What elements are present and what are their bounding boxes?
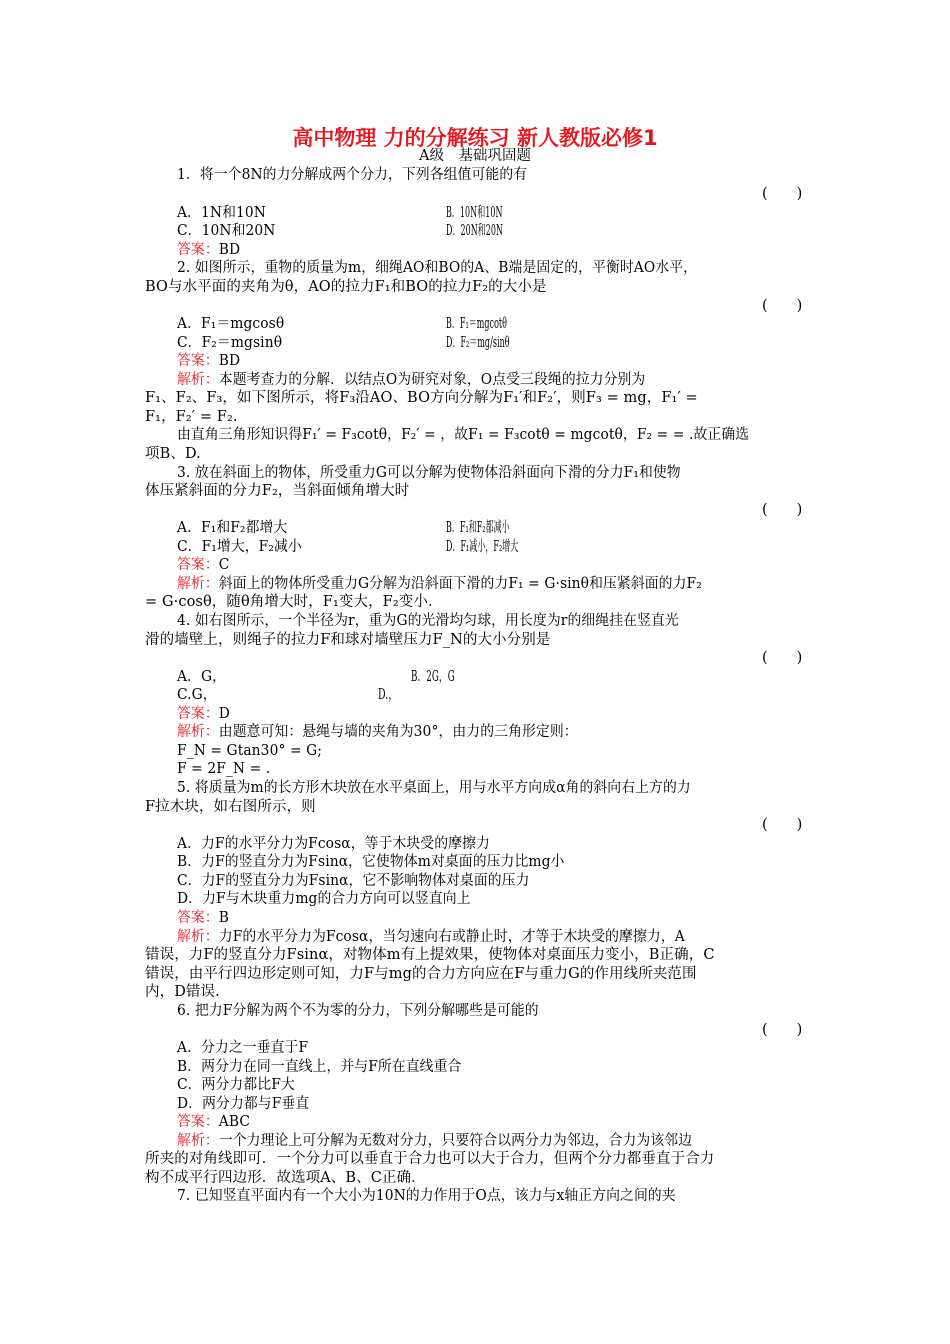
q6-analysis-line2: 所夹的对角线即可．一个分力可以垂直于合力也可以大于合力，但两个分力都垂直于合力 <box>145 1151 715 1167</box>
q4-option-d: D.， <box>378 687 398 703</box>
answer-bracket: ( ) <box>762 1022 803 1038</box>
q5-answer: 答案：B <box>177 910 230 926</box>
question-2-stem-line2: BO与水平面的夹角为θ，AO的拉力F₁和BO的拉力F₂的大小是 <box>145 279 547 295</box>
question-6-stem: 6. 把力F分解为两个不为零的分力，下列分解哪些是可能的 <box>177 1003 539 1019</box>
q4-option-b: B．2G，G <box>411 669 455 685</box>
answer-bracket: ( ) <box>762 186 803 202</box>
answer-bracket: ( ) <box>762 817 803 833</box>
section-heading: A级 基础巩固题 <box>419 148 531 164</box>
q2-analysis-line5: 项B、D. <box>145 446 201 462</box>
q1-answer: 答案：BD <box>177 242 241 258</box>
q4-analysis-line3: F = 2F_N = . <box>177 761 271 777</box>
q4-answer: 答案：D <box>177 706 230 722</box>
question-1-stem: 1．将一个8N的力分解成两个分力，下列各组值可能的有 <box>177 167 528 183</box>
q6-option-c: C．两分力都比F大 <box>177 1077 295 1093</box>
q5-option-a: A．力F的水平分力为Fcosα，等于木块受的摩擦力 <box>177 836 490 852</box>
q5-option-b: B．力F的竖直分力为Fsinα，它使物体m对桌面的压力比mg小 <box>177 854 565 870</box>
q5-analysis-line4: 内，D错误. <box>145 984 220 1000</box>
q2-analysis-line3: F₁，F₂′ = F₂. <box>145 409 238 425</box>
q5-analysis-line1: 解析：力F的水平分力为Fcosα，当匀速向右或静止时，才等于木块受的摩擦力，A <box>177 929 685 945</box>
q1-option-b: B．10N和10N <box>446 205 503 221</box>
q3-option-a: A．F₁和F₂都增大 <box>177 520 288 536</box>
question-3-stem-line1: 3. 放在斜面上的物体，所受重力G可以分解为使物体沿斜面向下滑的分力F₁和使物 <box>177 465 681 481</box>
q3-option-d: D．F₁减小，F₂增大 <box>446 539 519 555</box>
q2-option-d: D．F₂＝mg/sinθ <box>446 335 510 351</box>
q6-option-d: D．两分力都与F垂直 <box>177 1096 310 1112</box>
q2-analysis-line1: 解析：本题考查力的分解．以结点O为研究对象，O点受三段绳的拉力分别为 <box>177 372 646 388</box>
q2-answer: 答案：BD <box>177 353 241 369</box>
question-5-stem-line2: F拉木块，如右图所示，则 <box>145 799 316 815</box>
q2-option-b: B．F₁＝mgcotθ <box>446 316 508 332</box>
q6-answer: 答案：ABC <box>177 1114 251 1130</box>
q5-analysis-line3: 错误，由平行四边形定则可知，力F与mg的合力方向应在F与重力G的作用线所夹范围 <box>145 966 697 982</box>
answer-bracket: ( ) <box>762 650 803 666</box>
q4-option-a: A．G， <box>177 669 227 685</box>
q6-analysis-line1: 解析：一个力理论上可分解为无数对分力，只要符合以两分力为邻边，合力为该邻边 <box>177 1133 693 1149</box>
q3-option-b: B．F₁和F₂都减小 <box>446 520 510 536</box>
q6-analysis-line3: 构不成平行四边形．故选项A、B、C正确． <box>145 1170 426 1186</box>
q5-option-d: D．力F与木块重力mg的合力方向可以竖直向上 <box>177 891 471 907</box>
q3-option-c: C．F₁增大，F₂减小 <box>177 539 302 555</box>
q3-answer: 答案：C <box>177 557 230 573</box>
q4-option-c: C.G， <box>177 687 217 703</box>
q2-option-c: C．F₂＝mgsinθ <box>177 335 283 351</box>
question-3-stem-line2: 体压紧斜面的分力F₂，当斜面倾角增大时 <box>145 483 410 499</box>
question-7-stem-line1: 7. 已知竖直平面内有一个大小为10N的力作用于O点，该力与x轴正方向之间的夹 <box>177 1188 676 1204</box>
q1-option-a: A．1N和10N <box>177 205 266 221</box>
question-4-stem-line2: 滑的墙壁上，则绳子的拉力F和球对墙壁压力F_N的大小分别是 <box>145 632 551 648</box>
page-title: 高中物理 力的分解练习 新人教版必修1 <box>292 126 658 150</box>
q2-option-a: A．F₁＝mgcosθ <box>177 316 285 332</box>
q6-option-a: A．分力之一垂直于F <box>177 1040 309 1056</box>
question-2-stem-line1: 2. 如图所示，重物的质量为m，细绳AO和BO的A、B端是固定的，平衡时AO水平， <box>177 260 698 276</box>
q3-analysis-line2: = G·cosθ，随θ角增大时，F₁变大，F₂变小． <box>145 594 443 610</box>
q5-option-c: C．力F的竖直分力为Fsinα，它不影响物体对桌面的压力 <box>177 873 530 889</box>
q4-analysis-line2: F_N = Gtan30° = G; <box>177 743 323 759</box>
q2-analysis-line4: 由直角三角形知识得F₁′ = F₃cotθ，F₂′ = ，故F₁ = F₃cotθ = mgcotθ，F₂ = = .故正确选 <box>177 427 750 443</box>
question-4-stem-line1: 4. 如右图所示，一个半径为r，重为G的光滑均匀球，用长度为r的细绳挂在竖直光 <box>177 613 679 629</box>
q1-option-d: D．20N和20N <box>446 223 504 239</box>
q6-option-b: B．两分力在同一直线上，并与F所在直线重合 <box>177 1059 462 1075</box>
q2-analysis-line2: F₁、F₂、F₃，如下图所示，将F₃沿AO、BO方向分解为F₁′和F₂′，则F₃ = mg，F₁′ = <box>145 390 698 406</box>
answer-bracket: ( ) <box>762 502 803 518</box>
question-5-stem-line1: 5. 将质量为m的长方形木块放在水平桌面上，用与水平方向成α角的斜向右上方的力 <box>177 780 691 796</box>
q3-analysis-line1: 解析：斜面上的物体所受重力G分解为沿斜面下滑的力F₁ = G·sinθ和压紧斜面的力F₂ <box>177 576 702 592</box>
q4-analysis-line1: 解析：由题意可知：悬绳与墙的夹角为30°，由力的三角形定则： <box>177 724 578 740</box>
answer-bracket: ( ) <box>762 298 803 314</box>
q5-analysis-line2: 错误，力F的竖直分力Fsinα，对物体m有上提效果，使物体对桌面压力变小，B正确，C <box>145 947 715 963</box>
q1-option-c: C．10N和20N <box>177 223 276 239</box>
